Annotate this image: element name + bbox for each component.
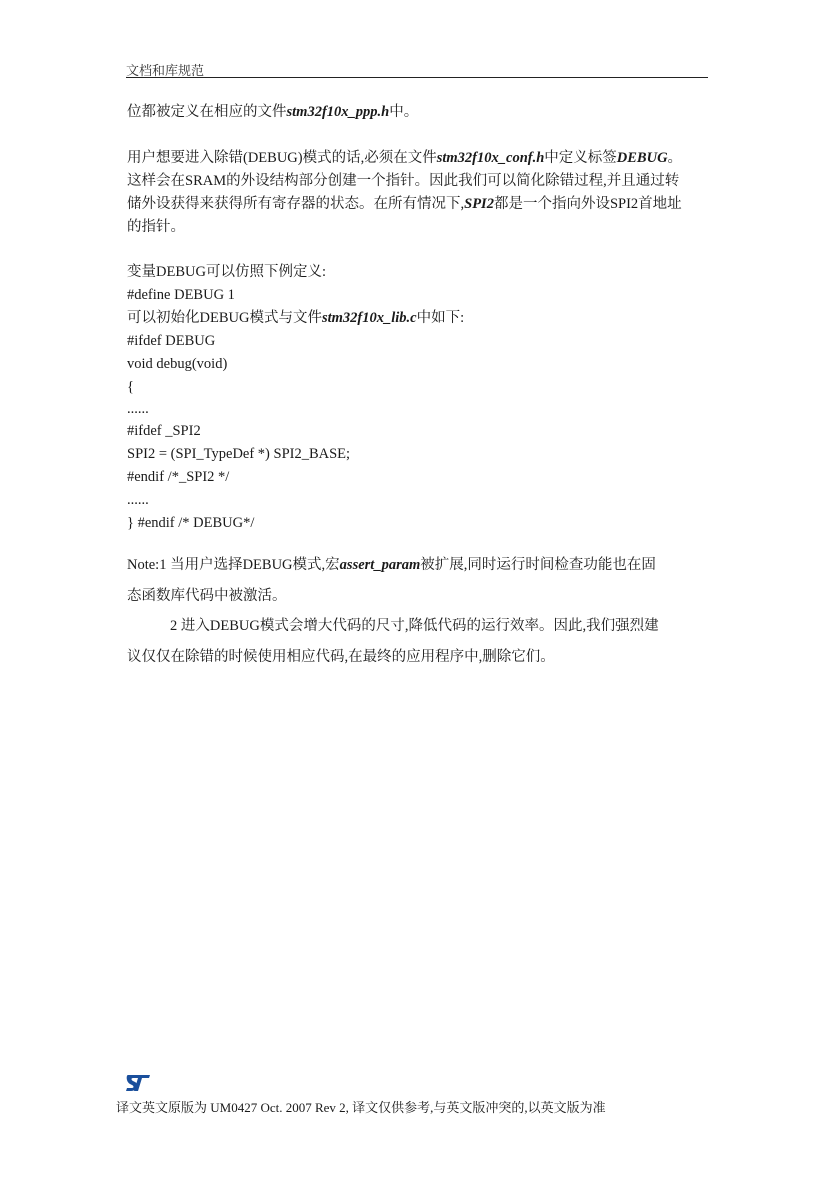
code-line: ...... xyxy=(127,492,149,508)
code-line: void debug(void) xyxy=(127,356,228,372)
para1-filename: stm32f10x_ppp.h xyxy=(286,104,390,120)
para2-spi2-symbol: SPI2 xyxy=(464,196,494,212)
para3-line3-a: 可以初始化DEBUG模式与文件 xyxy=(127,310,322,326)
para1-text-a: 位都被定义在相应的文件 xyxy=(127,104,287,120)
para3-filename: stm32f10x_lib.c xyxy=(321,310,417,326)
para2-line3-a: 储外设获得来获得所有寄存器的状态。在所有情况下, xyxy=(127,196,465,212)
para3-line-3 xyxy=(127,308,464,328)
para3-line-1: 变量DEBUG可以仿照下例定义: xyxy=(127,264,326,280)
note-line-4: 议仅仅在除错的时候使用相应代码,在最终的应用程序中,删除它们。 xyxy=(127,649,555,665)
para2-line-1 xyxy=(127,148,682,168)
para2-line-4: 的指针。 xyxy=(127,219,185,235)
note-line-2: 态函数库代码中被激活。 xyxy=(127,588,287,604)
note-assert-param: assert_param xyxy=(339,557,421,573)
para2-debug-tag: DEBUG xyxy=(616,150,668,166)
para2-text-c: 。 xyxy=(667,150,683,166)
st-logo-icon xyxy=(126,1073,152,1093)
para3-line-2: #define DEBUG 1 xyxy=(127,287,235,303)
header-divider xyxy=(126,77,708,78)
para2-line-3 xyxy=(127,194,682,214)
code-line: #ifdef DEBUG xyxy=(127,333,216,349)
code-line: { xyxy=(127,379,134,395)
para2-text-a: 用户想要进入除错(DEBUG)模式的话,必须在文件 xyxy=(127,150,437,166)
note-line-1 xyxy=(127,555,656,575)
note-line-3: 2 进入DEBUG模式会增大代码的尺寸,降低代码的运行效率。因此,我们强烈建 xyxy=(170,618,659,634)
para2-line3-b: 都是一个指向外设SPI2首地址 xyxy=(493,196,682,212)
para1-text-b: 中。 xyxy=(389,104,419,120)
para2-filename: stm32f10x_conf.h xyxy=(436,150,545,166)
code-line: ...... xyxy=(127,401,149,417)
page-header-title: 文档和库规范 xyxy=(126,63,205,78)
footer-disclaimer: 译文英文原版为 UM0427 Oct. 2007 Rev 2, 译文仅供参考,与英文版冲突的,以英文版为准 xyxy=(116,1100,606,1115)
para3-line3-b: 中如下: xyxy=(416,310,465,326)
para2-text-b: 中定义标签 xyxy=(544,150,617,166)
para1-line xyxy=(127,102,418,122)
code-line: #endif /*_SPI2 */ xyxy=(127,469,230,485)
note-line1-b: 被扩展,同时运行时间检查功能也在固 xyxy=(420,557,656,573)
para2-line-2: 这样会在SRAM的外设结构部分创建一个指针。因此我们可以简化除错过程,并且通过转 xyxy=(127,173,680,189)
code-line: SPI2 = (SPI_TypeDef *) SPI2_BASE; xyxy=(127,446,351,462)
code-line: } #endif /* DEBUG*/ xyxy=(127,515,255,531)
code-line: #ifdef _SPI2 xyxy=(127,423,201,439)
note-line1-a: Note:1 当用户选择DEBUG模式,宏 xyxy=(127,557,340,573)
